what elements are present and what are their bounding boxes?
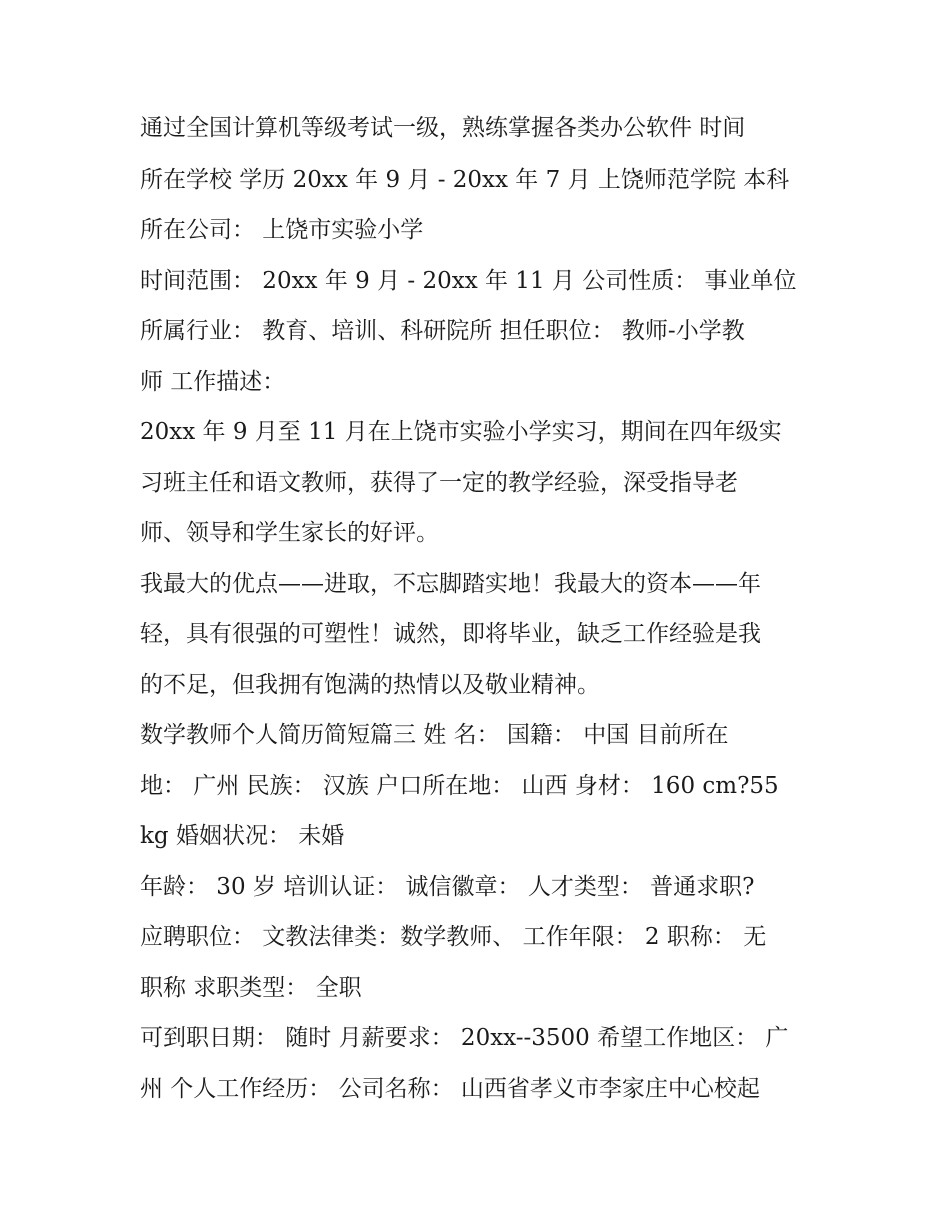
text-line: 通过全国计算机等级考试一级，熟练掌握各类办公软件 时间 bbox=[140, 115, 746, 141]
text-line: 地： 广州 民族： 汉族 户口所在地： 山西 身材： 160 cm?55 bbox=[140, 773, 779, 799]
text-line: 轻，具有很强的可塑性！诚然，即将毕业，缺乏工作经验是我 bbox=[140, 621, 761, 647]
text-line: 州 个人工作经历： 公司名称： 山西省孝义市李家庄中心校起 bbox=[140, 1076, 760, 1102]
text-line: 我最大的优点——进取，不忘脚踏实地！我最大的资本——年 bbox=[140, 571, 761, 597]
text-line: 师、领导和学生家长的好评。 bbox=[140, 520, 439, 546]
text-line: kg 婚姻状况： 未婚 bbox=[140, 823, 345, 849]
text-line: 的不足，但我拥有饱满的热情以及敬业精神。 bbox=[140, 672, 600, 698]
text-line: 应聘职位： 文教法律类：数学教师、 工作年限： 2 职称： 无 bbox=[140, 924, 767, 950]
text-line: 所属行业： 教育、培训、科研院所 担任职位： 教师-小学教 bbox=[140, 318, 745, 344]
text-line: 可到职日期： 随时 月薪要求： 20xx--3500 希望工作地区： 广 bbox=[140, 1025, 789, 1051]
text-line: 20xx 年 9 月至 11 月在上饶市实验小学实习，期间在四年级实 bbox=[140, 419, 782, 445]
text-line: 师 工作描述： bbox=[140, 369, 286, 395]
text-line: 所在学校 学历 20xx 年 9 月 - 20xx 年 7 月 上饶师范学院 本科 bbox=[140, 167, 790, 193]
text-line: 时间范围： 20xx 年 9 月 - 20xx 年 11 月 公司性质： 事业单位 bbox=[140, 268, 797, 294]
text-line: 年龄： 30 岁 培训认证： 诚信徽章： 人才类型： 普通求职? bbox=[140, 874, 755, 900]
text-line: 职称 求职类型： 全职 bbox=[140, 975, 362, 1001]
text-line: 习班主任和语文教师，获得了一定的教学经验，深受指导老 bbox=[140, 470, 738, 496]
text-line: 所在公司： 上饶市实验小学 bbox=[140, 217, 424, 243]
text-line: 数学教师个人简历简短篇三 姓 名： 国籍： 中国 目前所在 bbox=[140, 722, 729, 748]
